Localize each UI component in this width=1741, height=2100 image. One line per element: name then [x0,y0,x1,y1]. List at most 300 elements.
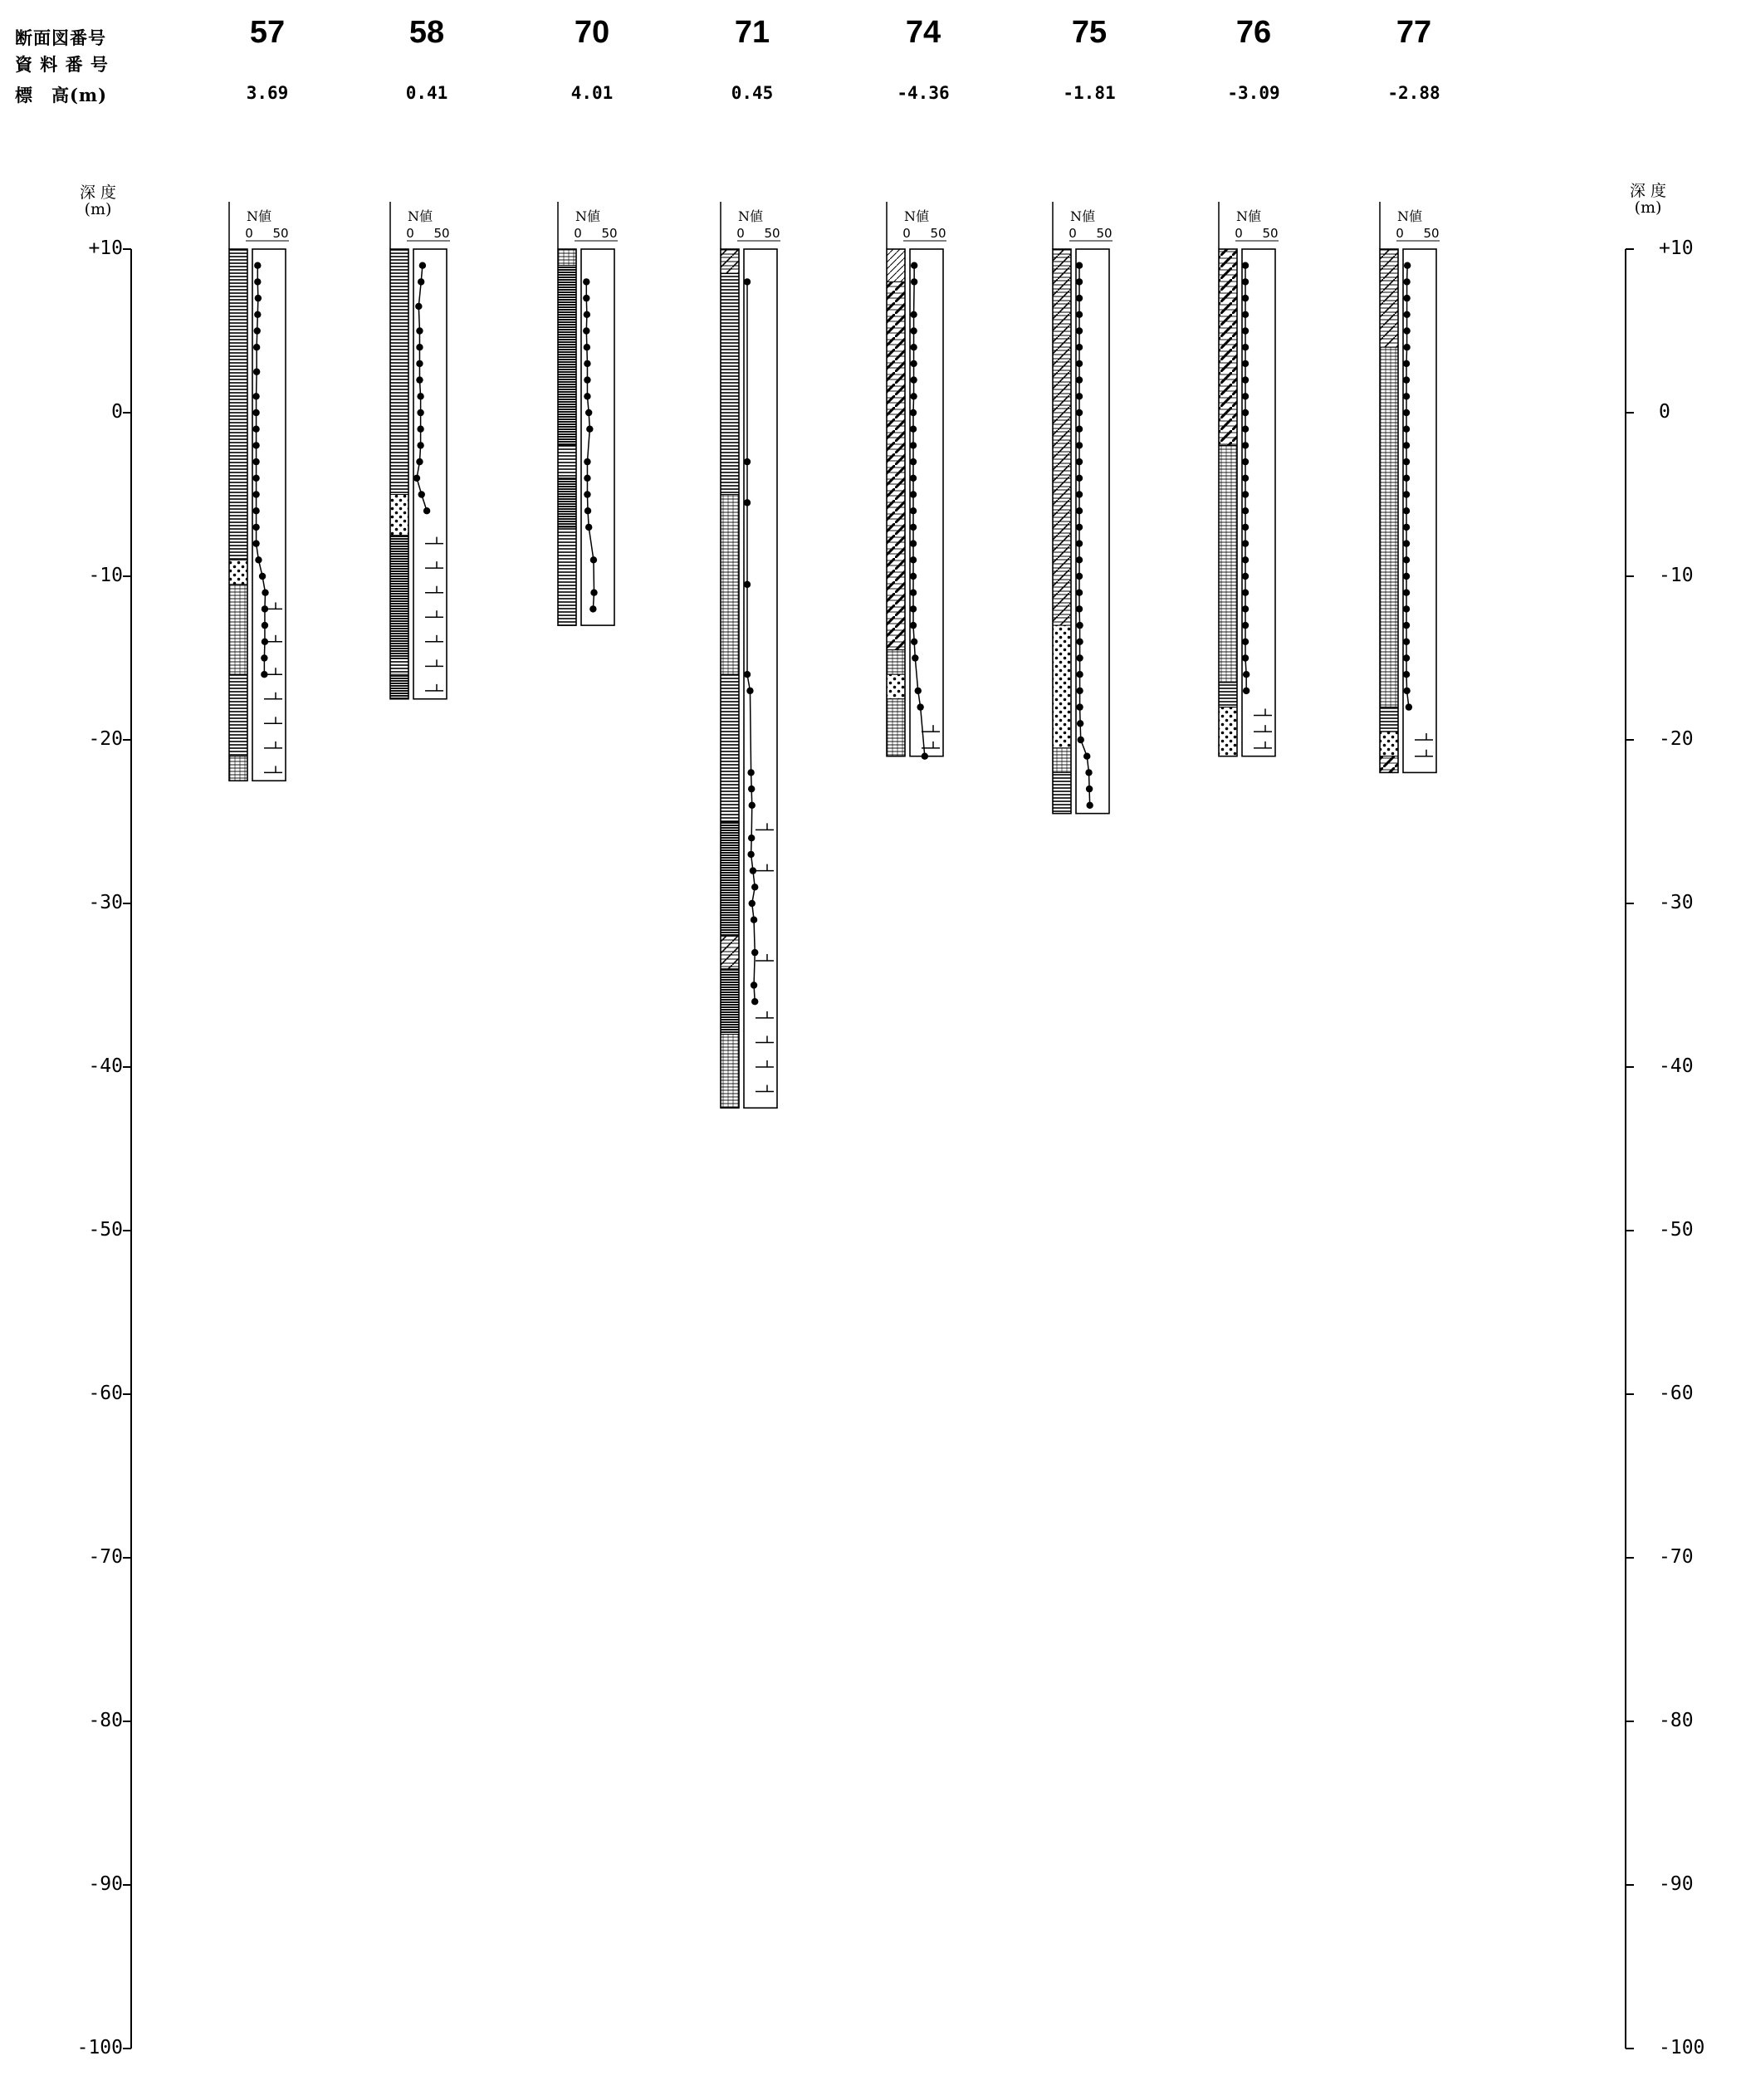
n-value-point [1403,671,1410,678]
n-value-point [910,590,917,596]
n-value-point [252,409,259,416]
n-value-point [1242,639,1249,645]
n-value-point [584,360,590,367]
n-value-point [1076,622,1083,629]
n-value-point [1403,376,1410,383]
borehole-number: 71 [734,15,770,50]
n-value-point [1076,605,1083,612]
n-value-point [749,900,756,907]
soil-layer-slash [1053,249,1071,625]
n-value-point [1242,442,1249,448]
n-value-point [1243,688,1250,694]
n-value-point [1076,475,1083,482]
borehole-number: 70 [574,15,610,50]
n-value-point [922,753,928,760]
soil-layer-silt [390,249,408,495]
left-axis-tick-label: -40 [88,1055,123,1077]
left-axis-tick-label: -60 [88,1383,123,1404]
soil-layer-silt [1053,772,1071,813]
n-value-point [584,491,590,497]
n-value-point [417,409,423,416]
n-value-point [1076,524,1083,531]
n-value-point [751,884,758,890]
n-value-box [910,249,943,756]
n-value-point [912,654,918,661]
left-axis-tick-label: -30 [88,892,123,913]
n-value-point [585,409,592,416]
header-elevation-label: 標 高(m) [15,85,108,105]
soil-layer-sand [390,495,408,536]
right-axis-tick-label: -70 [1659,1546,1694,1568]
n-value-point [417,426,423,433]
borehole-58 [390,202,450,699]
soil-layer-fine [887,650,905,675]
soil-layer-clay [390,536,408,658]
n-value-point [1242,622,1249,629]
n-value-scale-fifty: 50 [764,226,780,241]
n-value-point [1076,573,1083,580]
n-value-point [590,556,597,563]
n-value-point [744,458,751,465]
n-value-point [254,311,261,318]
n-value-point [1076,409,1083,416]
n-value-point [1076,590,1083,596]
n-value-box [413,249,447,699]
n-value-point [252,393,259,399]
n-value-point [417,442,423,448]
n-value-point [910,426,917,433]
n-value-scale-fifty: 50 [601,226,618,241]
n-value-point [254,278,261,285]
soil-layer-silt [721,674,739,821]
n-value-scale-zero: 0 [406,226,414,241]
n-value-point [910,605,917,612]
n-value-point [910,475,917,482]
right-axis-tick-label: -100 [1659,2037,1705,2058]
borehole-elevation: 0.41 [405,83,448,103]
n-value-point [1242,605,1249,612]
n-value-label: N値 [737,208,764,224]
n-value-point [748,835,755,841]
n-value-point [910,344,917,350]
n-value-point [585,524,592,531]
soil-layer-fine [1380,347,1398,707]
borehole-77 [1380,202,1440,772]
n-value-point [419,262,426,269]
n-value-scale-fifty: 50 [272,226,289,241]
n-value-point [1403,605,1410,612]
n-value-point [1242,393,1249,399]
n-value-point [255,556,262,563]
n-value-point [746,688,753,694]
soil-layer-sand [887,674,905,699]
n-value-point [744,278,751,285]
n-value-point [1403,426,1410,433]
n-value-point [1242,507,1249,514]
n-value-point [1403,295,1410,301]
n-value-point [584,458,590,465]
soil-layer-silt [558,527,576,625]
n-value-point [1403,393,1410,399]
n-value-point [1076,703,1083,710]
left-axis-tick-label: -20 [88,728,123,750]
n-value-point [1403,409,1410,416]
n-value-scale-zero: 0 [736,226,745,241]
soil-layer-sand [229,560,247,585]
borehole-elevation: 0.45 [731,83,774,103]
right-axis-tick-label: -50 [1659,1219,1694,1241]
n-value-point [751,917,757,923]
n-value-point [1076,491,1083,497]
borehole-elevation: -2.88 [1387,83,1440,103]
n-value-point [910,524,917,531]
soil-layer-clay [721,969,739,1035]
n-value-point [252,475,259,482]
n-value-point [1242,654,1249,661]
n-value-point [583,327,589,334]
n-value-point [910,540,917,546]
soil-layer-fine [558,249,576,266]
n-value-point [252,442,259,448]
n-value-point [1242,311,1249,318]
n-value-point [417,393,423,399]
n-value-point [1242,458,1249,465]
right-axis-tick-label: -30 [1659,892,1694,913]
soil-layer-sand [1053,625,1071,748]
soil-layer-fine [229,756,247,781]
left-axis-tick-label: 0 [111,401,123,423]
n-value-point [252,507,259,514]
borehole-elevation: -1.81 [1063,83,1116,103]
left-axis-tick-label: -10 [88,565,123,586]
n-value-scale-fifty: 50 [930,226,946,241]
left-axis-tick-label: -50 [88,1219,123,1241]
n-value-point [749,802,756,809]
n-value-point [416,360,423,367]
n-value-point [584,376,590,383]
n-value-point [915,688,922,694]
n-value-point [254,262,261,269]
n-value-point [261,654,267,661]
n-value-point [1403,278,1410,285]
soil-layer-silt [1380,707,1398,732]
n-value-label: N値 [1069,208,1096,224]
borehole-number: 57 [249,15,286,50]
n-value-point [1242,556,1249,563]
right-axis-tick-label: +10 [1659,237,1694,259]
soil-layer-silt [229,249,247,560]
n-value-point [416,458,423,465]
n-value-point [418,491,425,497]
borehole-elevation: -4.36 [897,83,950,103]
n-value-point [1086,802,1093,809]
n-value-point [1403,442,1410,448]
n-value-point [1403,344,1410,350]
right-axis-title-text: 深 度 [1629,182,1667,200]
n-value-label: N値 [903,208,930,224]
borehole-74 [887,202,946,760]
borehole-number: 74 [905,15,941,50]
n-value-point [418,278,424,285]
n-value-point [750,867,756,874]
n-value-point [1242,475,1249,482]
n-value-point [744,581,751,588]
header-section-number-label: 断面図番号 [15,27,106,48]
soil-layer-clay [721,822,739,937]
n-value-point [910,491,917,497]
n-value-point [747,851,754,858]
right-axis-tick-label: -20 [1659,728,1694,750]
n-value-point [584,507,591,514]
soil-layer-fine [1053,748,1071,773]
right-axis-tick-label: 0 [1659,401,1670,423]
n-value-point [1076,262,1083,269]
n-value-point [751,981,757,988]
left-axis-tick-label: -80 [88,1710,123,1731]
n-value-point [1403,590,1410,596]
n-value-point [589,605,596,612]
n-value-scale-fifty: 50 [1423,226,1440,241]
n-value-point [910,376,917,383]
n-value-point [1242,295,1249,301]
n-value-point [1403,360,1410,367]
soil-layer-fine [887,699,905,756]
n-value-point [910,556,917,563]
n-value-point [1242,491,1249,497]
right-axis-tick-label: -80 [1659,1710,1694,1731]
n-value-box [1242,249,1275,756]
n-value-point [1403,556,1410,563]
soil-layer-sand [1380,732,1398,756]
borehole-number: 76 [1235,15,1272,50]
n-value-point [416,376,423,383]
n-value-point [1403,540,1410,546]
n-value-point [252,524,259,531]
n-value-point [584,311,590,318]
n-value-point [1403,639,1410,645]
n-value-point [1076,376,1083,383]
n-value-point [262,622,268,629]
n-value-label: N値 [1396,208,1423,224]
soil-layer-silt [558,445,576,477]
soil-layer-slash [721,936,739,968]
n-value-point [910,622,917,629]
n-value-point [254,327,261,334]
n-value-point [252,426,259,433]
n-value-label: N値 [1235,208,1262,224]
n-value-point [423,507,430,514]
n-value-point [910,311,917,318]
n-value-point [1403,475,1410,482]
n-value-point [744,671,751,678]
borehole-number: 77 [1396,15,1432,50]
n-value-point [1076,654,1083,661]
n-value-label: N値 [575,208,601,224]
soil-layer-silt [390,658,408,675]
n-value-point [255,295,262,301]
n-value-point [910,327,917,334]
n-value-point [584,344,590,350]
soil-layer-fine [1219,445,1237,683]
borehole-71 [721,202,780,1108]
right-axis-tick-label: -40 [1659,1055,1694,1077]
n-value-point [416,344,423,350]
n-value-point [415,303,422,310]
n-value-point [1242,327,1249,334]
n-value-scale-zero: 0 [574,226,582,241]
n-value-point [1242,262,1249,269]
right-axis-tick-label: -60 [1659,1383,1694,1404]
n-value-point [583,295,589,301]
n-value-point [413,475,420,482]
n-value-scale-fifty: 50 [1262,226,1279,241]
borehole-elevation: -3.09 [1227,83,1280,103]
n-value-point [911,262,917,269]
right-axis-tick-label: -10 [1659,565,1694,586]
n-value-point [1403,524,1410,531]
n-value-point [1242,376,1249,383]
n-value-point [253,369,260,375]
soil-layer-thick [1380,756,1398,773]
n-value-point [1404,262,1411,269]
n-value-box [744,249,777,1108]
n-value-point [253,344,260,350]
n-value-point [1242,573,1249,580]
right-axis-tick-label: -90 [1659,1873,1694,1895]
n-value-point [262,590,268,596]
n-value-point [1086,786,1093,792]
soil-layer-fine [229,585,247,674]
soil-layer-sand [1219,707,1237,756]
n-value-point [1078,737,1084,743]
n-value-point [1403,654,1410,661]
n-value-point [1242,426,1249,433]
n-value-point [1076,639,1083,645]
soil-layer-fine [721,495,739,675]
n-value-scale-zero: 0 [245,226,253,241]
soil-layer-clay [558,478,576,527]
n-value-point [1403,507,1410,514]
n-value-point [910,507,917,514]
n-value-point [1076,311,1083,318]
n-value-point [1242,524,1249,531]
n-value-label: N値 [246,208,272,224]
n-value-point [1403,622,1410,629]
n-value-point [1242,278,1249,285]
n-value-point [1242,540,1249,546]
n-value-point [1076,458,1083,465]
n-value-point [252,458,259,465]
n-value-point [1403,311,1410,318]
n-value-point [910,360,917,367]
n-value-point [1076,688,1083,694]
left-axis-tick-label: +10 [88,237,123,259]
n-value-point [1076,556,1083,563]
n-value-label: N値 [407,208,433,224]
n-value-point [911,639,917,645]
n-value-point [748,786,755,792]
soil-layer-fine [721,1035,739,1109]
soil-layer-thick [1219,249,1237,445]
borehole-57 [229,202,289,781]
n-value-scale-zero: 0 [902,226,911,241]
n-value-point [1076,540,1083,546]
borehole-elevation: 4.01 [570,83,614,103]
n-value-point [751,949,758,956]
n-value-point [1403,573,1410,580]
borehole-number: 58 [408,15,445,50]
n-value-point [1242,409,1249,416]
n-value-point [910,458,917,465]
n-value-point [259,573,266,580]
soil-layer-clay [558,266,576,446]
right-axis-unit: (m) [1634,198,1662,217]
header-record-number-label: 資 料 番 号 [15,54,109,75]
n-value-scale-zero: 0 [1396,226,1404,241]
soil-layer-hatch [887,249,905,281]
n-value-point [1076,393,1083,399]
soil-layer-silt [1219,683,1237,707]
n-value-scale-fifty: 50 [433,226,450,241]
soil-layer-slash [721,249,739,274]
n-value-point [1403,458,1410,465]
n-value-point [1403,491,1410,497]
soil-layer-clay [390,674,408,699]
borehole-70 [558,202,618,625]
n-value-point [1403,327,1410,334]
n-value-point [1085,769,1092,776]
n-value-point [910,573,917,580]
n-value-point [1076,278,1083,285]
n-value-point [1242,590,1249,596]
n-value-point [252,491,259,497]
n-value-point [1076,426,1083,433]
left-axis-unit: (m) [84,200,112,218]
n-value-point [590,590,597,596]
left-axis-title-text: 深 度 [79,184,117,202]
soil-layer-silt [229,674,247,756]
left-axis-tick-label: -100 [76,2037,123,2058]
n-value-point [1403,688,1410,694]
n-value-scale-zero: 0 [1235,226,1243,241]
n-value-point [1076,442,1083,448]
n-value-point [1076,671,1083,678]
n-value-point [252,540,259,546]
soil-layer-thick [887,281,905,649]
n-value-scale-zero: 0 [1069,226,1077,241]
n-value-point [1077,720,1083,727]
borehole-number: 75 [1071,15,1108,50]
n-value-point [1076,507,1083,514]
borehole-75 [1053,202,1113,814]
n-value-point [1076,327,1083,334]
n-value-point [584,393,590,399]
n-value-point [1076,360,1083,367]
n-value-point [911,278,917,285]
borehole-elevation: 3.69 [246,83,289,103]
n-value-point [1076,344,1083,350]
left-axis-tick-label: -70 [88,1546,123,1568]
n-value-point [747,769,754,776]
n-value-point [910,393,917,399]
soil-layer-silt [721,274,739,495]
soil-layer-slash [1380,249,1398,347]
n-value-point [917,703,923,710]
left-axis-tick-label: -90 [88,1873,123,1895]
n-value-point [744,499,751,506]
n-value-point [751,998,758,1005]
borehole-76 [1219,202,1279,756]
